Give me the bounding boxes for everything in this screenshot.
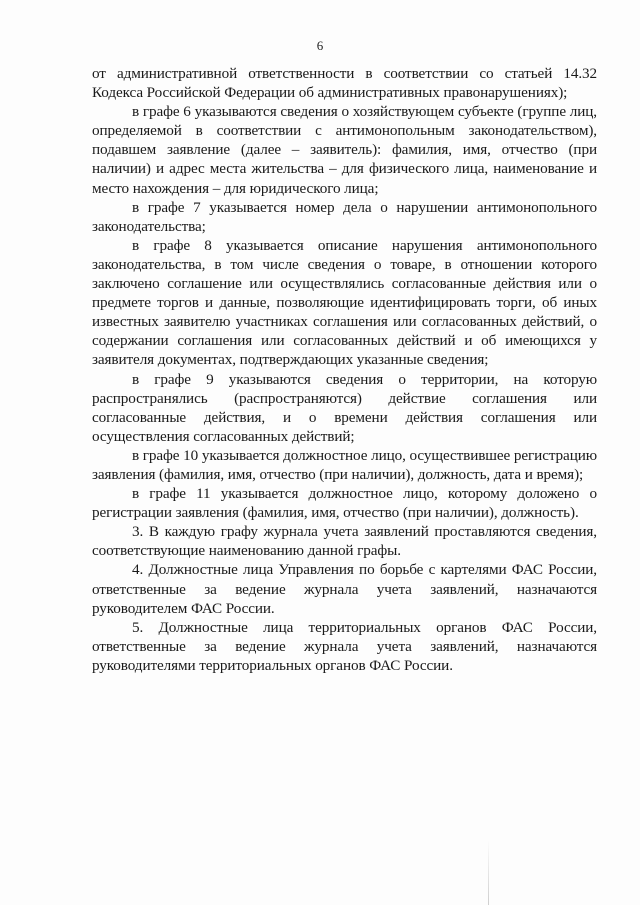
paragraph-6: в графе 10 указывается должностное лицо, осуществившее регистрацию заявления (фамилия, имя, отчество (при наличии), должность, дата и время);	[92, 446, 597, 483]
paragraph-5: в графе 9 указываются сведения о территории, на которую распространялись (распространяются) действие соглашения или согласованные действия, и о времени действия соглашения или осуществления согласованных действий;	[92, 370, 597, 445]
page-number: 6	[316, 38, 324, 53]
paragraph-9: 4. Должностные лица Управления по борьбе с картелями ФАС России, ответственные за ведение журнала учета заявлений, назначаются руководителем ФАС России.	[92, 561, 597, 617]
paragraph-4: в графе 8 указывается описание нарушения антимонопольного законодательства, в том числе сведения о товаре, в отношении которого заключено соглашение или осуществлялись согласованные действия или о предмете торгов и данные, позволяющие идентифицировать торги, об иных известных заявителю участниках соглашения или согласованных действий, о содержании соглашения или согласованных действий и об имеющихся у заявителя документах, подтверждающих указанные сведения;	[92, 236, 597, 369]
paragraph-8: 3. В каждую графу журнала учета заявлений проставляются сведения, соответствующие наименованию данной графы.	[92, 523, 597, 560]
paragraph-7: в графе 11 указывается должностное лицо, которому доложено о регистрации заявления (фамилия, имя, отчество (при наличии), должность).	[92, 485, 597, 522]
paragraph-2: в графе 6 указываются сведения о хозяйствующем субъекте (группе лиц, определяемой в соответствии с антимонопольным законодательством), подавшем заявление (далее – заявитель): фамилия, имя, отчество (при наличии) и адрес места жительства – для физического лица, наименование и место нахождения – для юридического лица;	[92, 103, 597, 197]
paragraph-1: от административной ответственности в соответствии со статьей 14.32 Кодекса Российской Федерации об административных правонарушениях);	[92, 65, 597, 102]
paragraph-10: 5. Должностные лица территориальных органов ФАС России, ответственные за ведение журнала учета заявлений, назначаются руководителями территориальных органов ФАС России.	[92, 618, 597, 674]
scan-artifact-line	[488, 840, 489, 905]
document-body	[92, 64, 597, 675]
paragraph-3: в графе 7 указывается номер дела о нарушении антимонопольного законодательства;	[92, 198, 597, 235]
